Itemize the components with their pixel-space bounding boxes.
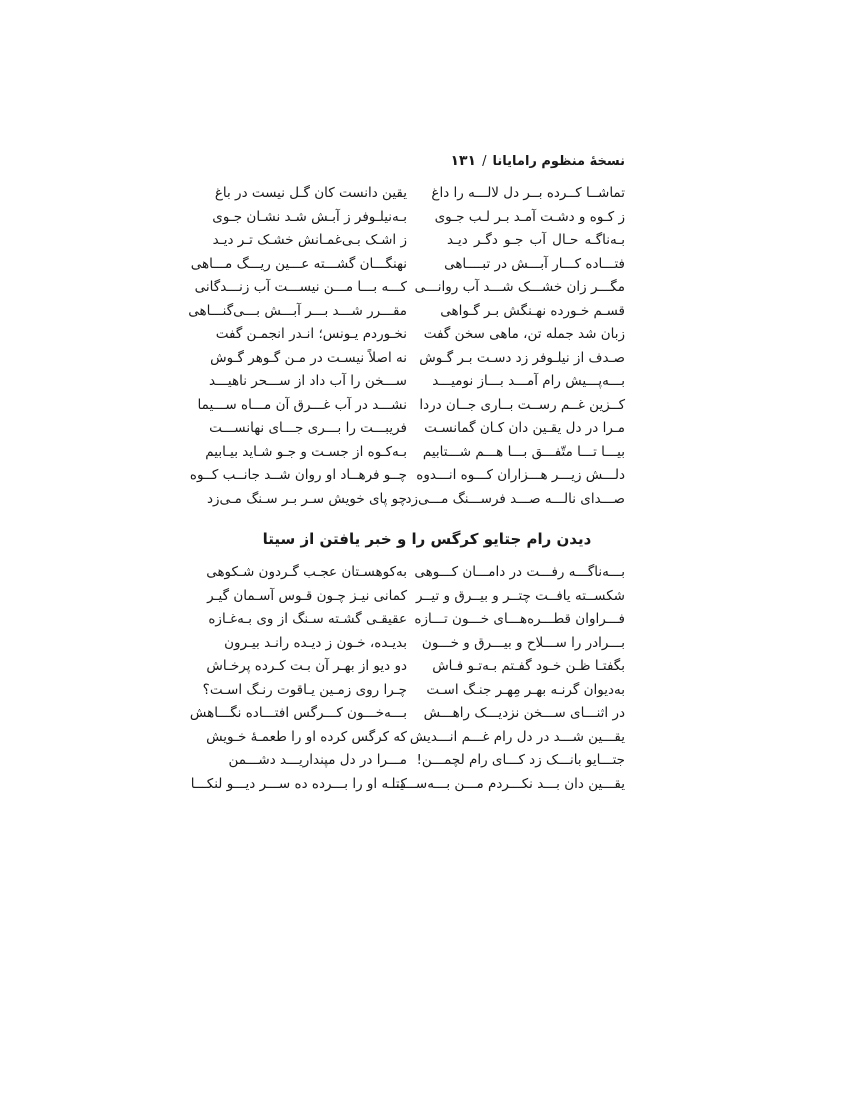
couplet xyxy=(189,702,625,726)
first-hemistich: بـه‌ناگـه حـال آب جـو دگـر دیـد xyxy=(447,232,625,248)
first-hemistich: زبان شد جمله تن، ماهی سخن گفت xyxy=(423,326,625,342)
first-hemistich: تماشــا کــرده بــر دل لالـــه را داغ xyxy=(431,185,625,201)
first-hemistich: فـــراوان قطـــره‌هـــای خـــون تـــازه xyxy=(414,611,625,627)
second-hemistich: کمانی نیـز چـون قـوس آسـمان گیـر xyxy=(207,587,407,604)
second-hemistich: چـرا روی زمـین یـاقوت رنـگ اسـت؟ xyxy=(202,681,407,698)
couplet xyxy=(209,417,625,441)
first-hemistich: صـدف از نیلـوفر زد دسـت بـر گـوش xyxy=(419,349,625,366)
second-hemistich: بـه‌کـوه از جسـت و جـو شـاید بیـابیم xyxy=(205,443,407,460)
first-hemistich: جتـــایو بانـــک زد کـــای رام لچمـــن! xyxy=(416,752,625,768)
second-hemistich: فریبـــت را بـــری جـــای نهانســـت xyxy=(209,420,407,436)
couplet xyxy=(207,585,625,609)
page-number: ۱۳۱ xyxy=(450,153,477,169)
running-header xyxy=(229,150,625,172)
first-hemistich: بگفتـا ظـن خـود گفـتم بـه‌تـو فـاش xyxy=(432,658,625,674)
second-hemistich: نخـوردم یـونس؛ انـدر انجمـن گفت xyxy=(215,326,407,342)
second-hemistich: کـــه او را بـــرده ده ســـر دیـــو لنکـــا xyxy=(190,775,407,792)
first-hemistich: صـــدای نالـــه صـــد فرســـنگ مـــی‌زد xyxy=(405,490,625,507)
couplet xyxy=(202,679,625,703)
running-title: نسخهٔ منظوم رامایانا xyxy=(492,154,625,169)
first-hemistich: در اثنـــای ســـخن نزدیـــک راهـــش xyxy=(423,705,625,721)
couplet xyxy=(194,276,625,300)
second-hemistich: نشـــد در آب غـــرق آن مـــاه ســـیما xyxy=(197,396,407,413)
second-hemistich: به‌کوهسـتان عجـب گـردون شـکوهی xyxy=(206,564,407,580)
couplet xyxy=(208,608,625,632)
second-hemistich: که کرگس کرده او را طعمـهٔ خـویش xyxy=(206,728,407,745)
couplet xyxy=(189,464,625,488)
first-hemistich: مگـــر زان خشـــک شـــد آب روانـــی xyxy=(414,279,625,295)
header-separator: / xyxy=(482,154,487,169)
section-heading: دیدن رام جتایو کرگس را و خبر یافتن از سیتا xyxy=(262,530,592,548)
first-hemistich: به‌دیوان گرنـه بهـر مِهـر جنـگ اسـت xyxy=(426,681,625,698)
second-hemistich: بـه‌نیلـوفر ز آبـش شـد نشـان جـوی xyxy=(212,208,407,225)
second-hemistich: مـــرا در دل مپنداریـــد دشـــمن xyxy=(228,752,407,768)
first-hemistich: بیـــا تـــا متّفـــق بـــا هـــم شـــتابیم xyxy=(422,443,625,460)
first-hemistich: فتـــاده کـــار آبـــش در تبــــاهی xyxy=(444,255,625,272)
first-hemistich: کــزین غــم رســت بــاری جــان دردا xyxy=(419,396,625,413)
second-hemistich: دو دیو از بهـر آن بـت کـرده پرخـاش xyxy=(206,658,407,674)
second-hemistich: ســـخن را آب داد از ســـحر ناهیـــد xyxy=(208,373,407,389)
poem-block-2 xyxy=(189,561,625,796)
couplet xyxy=(188,300,625,324)
first-hemistich: بـــه‌ناگـــه رفـــت در دامـــان کـــوهی xyxy=(414,564,625,580)
couplet xyxy=(206,655,625,679)
couplet xyxy=(205,441,625,465)
couplet xyxy=(190,773,625,797)
first-hemistich: مـرا در دل یقـین دان کـان گمانسـت xyxy=(424,420,625,436)
poem-block-1 xyxy=(188,182,625,511)
second-hemistich: بدیـده، خـون ز دیـده رانـد بیـرون xyxy=(224,634,407,651)
second-hemistich: ز اشـک بـی‌غمـانش خشـک تـر دیـد xyxy=(212,232,407,248)
couplet xyxy=(229,749,625,773)
couplet xyxy=(224,632,625,656)
second-hemistich: عقیقـی گشـته سـنگ از وی بـه‌غـازه xyxy=(208,611,407,627)
first-hemistich: قسـم خـورده نهـنگش بـر گـواهی xyxy=(440,302,625,319)
couplet xyxy=(206,726,625,750)
couplet xyxy=(210,347,625,371)
couplet xyxy=(215,323,625,347)
couplet xyxy=(206,561,625,585)
first-hemistich: دلـــش زیـــر هـــزاران کـــوه انـــدوه xyxy=(416,467,625,483)
couplet xyxy=(190,253,625,277)
second-hemistich: نهنگـــان گشـــته عـــین ریـــگ مـــاهی xyxy=(190,255,407,272)
couplet xyxy=(208,370,625,394)
couplet xyxy=(214,182,625,206)
second-hemistich: چــو فرهــاد او روان شــد جانــب کــوه xyxy=(189,467,407,483)
second-hemistich: مقـــرر شـــد بـــر آبـــش بـــی‌گنـــاهی xyxy=(188,302,407,319)
couplet xyxy=(197,394,625,418)
couplet xyxy=(212,229,625,253)
first-hemistich: بـــرادر را ســـلاح و بیـــرق و خـــون xyxy=(421,634,625,651)
second-hemistich: یقین دانست کان گـل نیست در باغ xyxy=(214,185,407,201)
second-hemistich: کـــه بـــا مـــن نیســـت آب زنـــدگانی xyxy=(194,279,407,295)
first-hemistich: ز کـوه و دشـت آمـد بـر لـب جـوی xyxy=(434,208,625,225)
couplet xyxy=(212,206,625,230)
first-hemistich: یقـــین دان بـــد نکـــردم مـــن بـــه‌ســـیتا xyxy=(391,775,625,792)
second-hemistich: چو پای خویش سـر بـر سـنگ مـی‌زد xyxy=(206,490,407,507)
second-hemistich: بـــه‌خـــون کـــرگس افتـــاده نگـــاهش xyxy=(189,705,407,721)
second-hemistich: نه اصلاً نیسـت در مـن گـوهر گـوش xyxy=(210,349,407,366)
first-hemistich: یقـــین شـــد در دل رام غـــم انـــدیش xyxy=(409,728,625,745)
first-hemistich: بـــه‌پـــیش رام آمـــد بـــاز نومیـــد xyxy=(432,373,625,389)
couplet xyxy=(206,488,625,512)
first-hemistich: شکســته یافــت چتــر و بیــرق و تیــر xyxy=(416,587,625,604)
